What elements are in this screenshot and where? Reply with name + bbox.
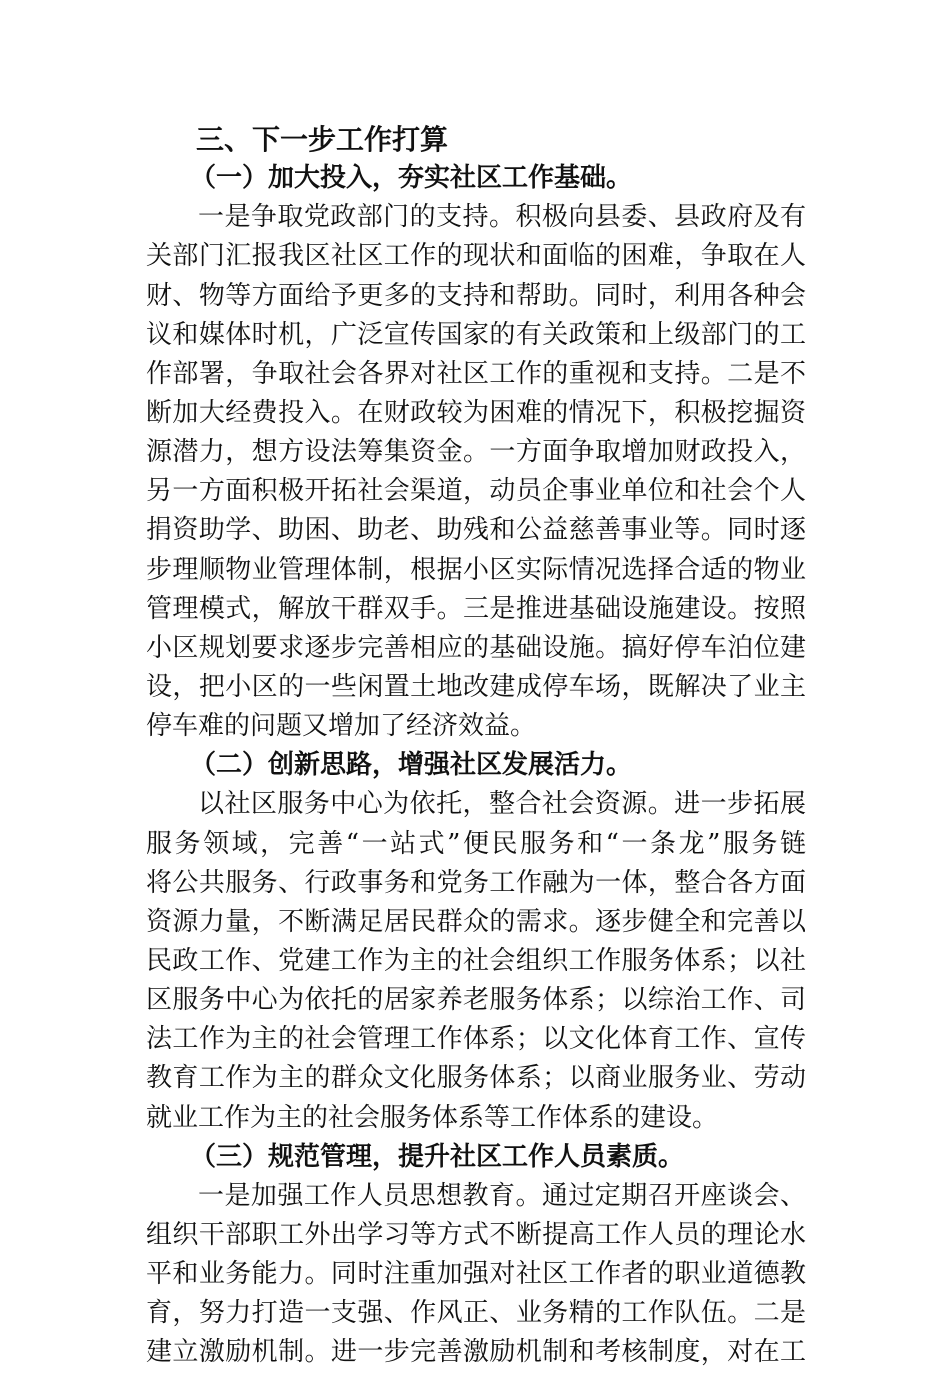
paragraph-line: 断加大经费投入。在财政较为困难的情况下，积极挖掘资: [146, 397, 806, 428]
paragraph-line: 民政工作、党建工作为主的社会组织工作服务体系；以社: [146, 945, 806, 976]
paragraph-line: 财、物等方面给予更多的支持和帮助。同时，利用各种会: [146, 280, 806, 311]
paragraph-line: 组织干部职工外出学习等方式不断提高工作人员的理论水: [146, 1219, 806, 1250]
paragraph-line: 一是加强工作人员思想教育。通过定期召开座谈会、: [198, 1180, 806, 1211]
paragraph-line: 资源力量，不断满足居民群众的需求。逐步健全和完善以: [146, 906, 806, 937]
subsection-title-2: （二）创新思路，增强社区发展活力。: [190, 750, 633, 781]
paragraph-line: 教育工作为主的群众文化服务体系；以商业服务业、劳动: [146, 1063, 806, 1094]
paragraph-line: 以社区服务中心为依托，整合社会资源。进一步拓展: [198, 789, 806, 820]
paragraph-line: 小区规划要求逐步完善相应的基础设施。搞好停车泊位建: [146, 632, 806, 663]
paragraph-line: 作部署，争取社会各界对社区工作的重视和支持。二是不: [146, 358, 806, 389]
subsection-title-3: （三）规范管理，提升社区工作人员素质。: [190, 1141, 685, 1172]
subsection-title-1: （一）加大投入，夯实社区工作基础。: [190, 163, 633, 194]
paragraph-line: 步理顺物业管理体制，根据小区实际情况选择合适的物业: [146, 554, 806, 585]
paragraph-line: 管理模式，解放干群双手。三是推进基础设施建设。按照: [146, 593, 806, 624]
paragraph-line: 关部门汇报我区社区工作的现状和面临的困难，争取在人: [146, 241, 806, 272]
paragraph-line: 停车难的问题又增加了经济效益。: [146, 711, 537, 742]
paragraph-line: 捐资助学、助困、助老、助残和公益慈善事业等。同时逐: [146, 515, 806, 546]
paragraph-line: 育，努力打造一支强、作风正、业务精的工作队伍。二是: [146, 1298, 806, 1329]
section-title: 三、下一步工作打算: [196, 123, 449, 156]
paragraph-line: 另一方面积极开拓社会渠道，动员企事业单位和社会个人: [146, 476, 806, 507]
paragraph-line: 就业工作为主的社会服务体系等工作体系的建设。: [146, 1102, 719, 1133]
paragraph-line: 平和业务能力。同时注重加强对社区工作者的职业道德教: [146, 1259, 806, 1290]
paragraph-line: 建立激励机制。进一步完善激励机制和考核制度，对在工: [146, 1337, 806, 1368]
document-body: [146, 120, 806, 1373]
paragraph-line: 议和媒体时机，广泛宣传国家的有关政策和上级部门的工: [146, 319, 806, 350]
paragraph-line: 服务领域，完善“一站式”便民服务和“一条龙”服务链: [146, 828, 806, 859]
paragraph-line: 一是争取党政部门的支持。积极向县委、县政府及有: [198, 202, 806, 233]
paragraph-line: 法工作为主的社会管理工作体系；以文化体育工作、宣传: [146, 1024, 806, 1055]
paragraph-line: 将公共服务、行政事务和党务工作融为一体，整合各方面: [146, 867, 806, 898]
paragraph-line: 区服务中心为依托的居家养老服务体系；以综治工作、司: [146, 985, 806, 1016]
paragraph-line: 设，把小区的一些闲置土地改建成停车场，既解决了业主: [146, 671, 806, 702]
paragraph-line: 源潜力，想方设法筹集资金。一方面争取增加财政投入，: [146, 437, 806, 468]
